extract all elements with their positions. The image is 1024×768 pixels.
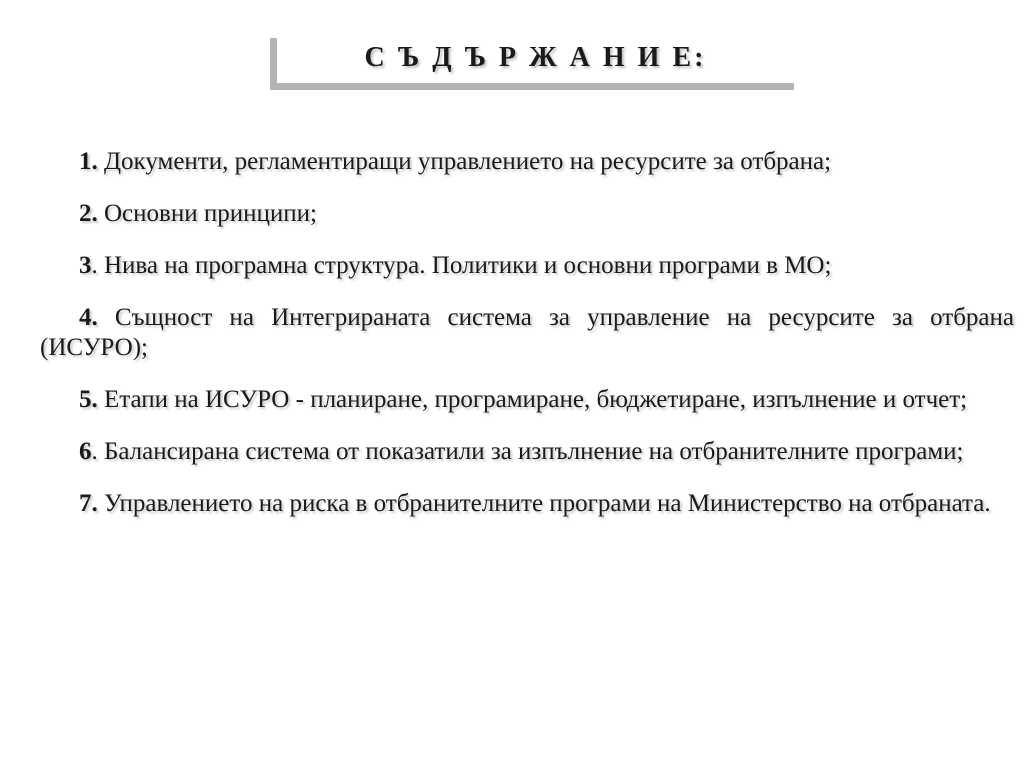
item-number: 2. [79,200,98,227]
contents-list [40,147,1014,541]
list-item [40,437,1014,467]
item-text: Управлението на риска в отбранителните програми на Министерство на отбраната. [97,490,991,517]
list-item [40,303,1014,363]
list-item [40,147,1014,177]
page-title: С Ъ Д Ъ Р Ж А Н И Е: [364,42,707,73]
list-item [40,385,1014,415]
item-text: Документи, регламентиращи управлението на ресурсите за отбрана; [97,148,832,175]
list-item [40,489,1014,519]
list-item [40,199,1014,229]
title-frame [270,38,794,90]
item-text: Основни принципи; [97,200,317,227]
item-number: 7. [79,490,98,517]
item-number: 3 [79,252,92,279]
item-text: Етапи на ИСУРО - планиране, програмиране, бюджетиране, изпълнение и отчет; [97,386,968,413]
item-number: 5. [79,386,98,413]
item-text: Същност на Интегрираната система за управление на ресурсите за отбрана (ИСУРО); [40,304,1014,361]
item-number: 4. [79,304,98,331]
item-text: . Нива на програмна структура. Политики и основни програми в МО; [91,252,832,279]
item-number: 6 [79,438,92,465]
list-item [40,251,1014,281]
item-text: . Балансирана система от показатили за изпълнение на отбранителните програми; [91,438,964,465]
item-number: 1. [79,148,98,175]
